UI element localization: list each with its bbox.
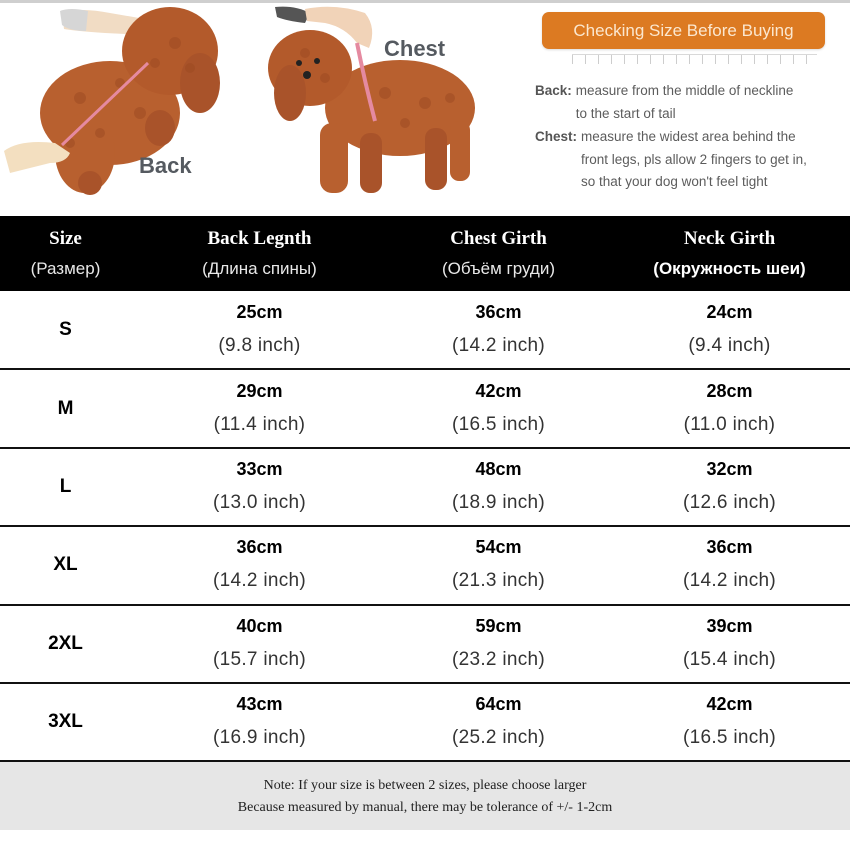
inch-value: (12.6 inch)	[682, 491, 777, 513]
guide-text-line: so that your dog won't feel tight	[581, 174, 768, 189]
guide-text-line: measure from the middle of neckline	[575, 83, 794, 98]
guide-key-chest: Chest:	[535, 129, 578, 144]
inch-value: (13.0 inch)	[212, 491, 307, 513]
guide-text-line: to the start of tail	[575, 105, 676, 121]
cm-value: 25cm	[236, 301, 283, 322]
guide-chest-instruction	[535, 126, 807, 194]
cm-value: 32cm	[706, 458, 753, 479]
cm-value: 36cm	[706, 537, 753, 558]
table-header-row	[0, 216, 850, 291]
inch-value: (14.2 inch)	[451, 334, 546, 356]
inch-value: (15.7 inch)	[212, 648, 307, 670]
cm-value: 42cm	[706, 694, 753, 715]
header-sublabel: (Объём груди)	[441, 258, 556, 278]
chest-cell	[388, 526, 609, 604]
cm-value: 36cm	[236, 537, 283, 558]
size-cell: 3XL	[48, 711, 83, 733]
table-row	[0, 448, 850, 526]
chest-cell	[388, 291, 609, 369]
back-cell	[131, 683, 388, 761]
guide-back-instruction	[535, 80, 793, 125]
cm-value: 39cm	[706, 615, 753, 636]
cm-value: 28cm	[706, 380, 753, 401]
header-back-length	[131, 216, 388, 291]
neck-cell	[609, 369, 850, 447]
dog-chest-measure-photo	[265, 3, 480, 208]
neck-cell	[609, 605, 850, 683]
header-neck-girth	[609, 216, 850, 291]
measurement-banner	[0, 3, 850, 215]
chest-cell	[388, 369, 609, 447]
back-cell	[131, 369, 388, 447]
size-guide-panel	[530, 3, 850, 215]
table-row	[0, 526, 850, 604]
back-cell	[131, 291, 388, 369]
cm-value: 59cm	[475, 615, 522, 636]
back-cell	[131, 605, 388, 683]
inch-value: (18.9 inch)	[451, 491, 546, 513]
inch-value: (16.9 inch)	[212, 727, 307, 749]
inch-value: (9.4 inch)	[688, 334, 771, 356]
inch-value: (11.4 inch)	[213, 413, 306, 435]
neck-cell	[609, 683, 850, 761]
inch-value: (16.5 inch)	[682, 727, 777, 749]
size-cell: S	[59, 318, 72, 340]
cm-value: 33cm	[236, 458, 283, 479]
sizing-note	[0, 762, 850, 830]
inch-value: (9.8 inch)	[218, 334, 301, 356]
note-line: Note: If your size is between 2 sizes, please choose larger	[263, 778, 587, 793]
neck-cell	[609, 291, 850, 369]
note-line: Because measured by manual, there may be tolerance of +/- 1-2cm	[237, 800, 613, 815]
chest-label: Chest	[384, 36, 446, 61]
header-label: Neck Girth	[683, 227, 776, 249]
guide-key-back: Back:	[535, 83, 572, 98]
table-row	[0, 683, 850, 761]
neck-cell	[609, 526, 850, 604]
cm-value: 24cm	[706, 301, 753, 322]
cm-value: 64cm	[475, 694, 522, 715]
cm-value: 43cm	[236, 694, 283, 715]
header-label: Back Legnth	[207, 227, 312, 249]
header-label: Size	[49, 227, 82, 249]
size-cell: M	[57, 397, 74, 419]
size-chart-table	[0, 216, 850, 762]
header-sublabel: (Окружность шеи)	[653, 258, 806, 278]
inch-value: (21.3 inch)	[451, 570, 546, 592]
guide-text-line: measure the widest area behind the	[581, 129, 796, 144]
size-cell: 2XL	[48, 632, 83, 654]
ruler-icon	[572, 54, 817, 64]
header-size	[0, 216, 131, 291]
back-cell	[131, 448, 388, 526]
back-cell	[131, 526, 388, 604]
inch-value: (14.2 inch)	[212, 570, 307, 592]
cm-value: 29cm	[236, 380, 283, 401]
cm-value: 54cm	[475, 537, 522, 558]
guide-text-line: front legs, pls allow 2 fingers to get in,	[581, 151, 807, 167]
back-label: Back	[139, 153, 192, 178]
cm-value: 48cm	[475, 458, 522, 479]
inch-value: (23.2 inch)	[451, 648, 546, 670]
cm-value: 36cm	[475, 301, 522, 322]
table-row	[0, 605, 850, 683]
neck-cell	[609, 448, 850, 526]
header-chest-girth	[388, 216, 609, 291]
inch-value: (15.4 inch)	[682, 648, 777, 670]
inch-value: (14.2 inch)	[682, 570, 777, 592]
inch-value: (25.2 inch)	[451, 727, 546, 749]
size-cell: XL	[53, 554, 78, 576]
table-row	[0, 369, 850, 447]
cm-value: 42cm	[475, 380, 522, 401]
inch-value: (16.5 inch)	[451, 413, 546, 435]
guide-title: Checking Size Before Buying	[542, 12, 825, 49]
header-sublabel: (Размер)	[30, 258, 101, 278]
size-cell: L	[59, 475, 72, 497]
inch-value: (11.0 inch)	[683, 413, 776, 435]
chest-cell	[388, 448, 609, 526]
table-row	[0, 291, 850, 369]
chest-cell	[388, 605, 609, 683]
dog-back-measure-photo	[0, 3, 230, 203]
header-sublabel: (Длина спины)	[202, 258, 317, 278]
cm-value: 40cm	[236, 615, 283, 636]
header-label: Chest Girth	[450, 227, 547, 249]
chest-cell	[388, 683, 609, 761]
